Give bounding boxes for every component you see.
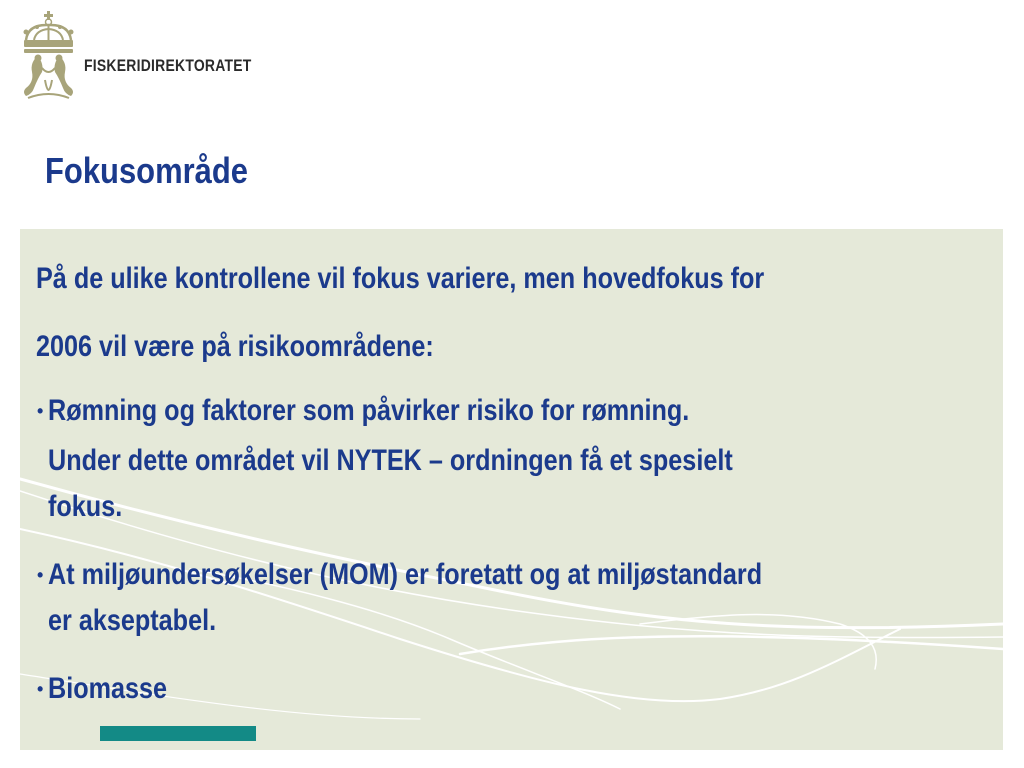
bullet-dot-icon: • bbox=[37, 565, 44, 585]
bullet-dot-icon: • bbox=[37, 679, 44, 699]
bullet-line: Rømning og faktorer som påvirker risiko for rømning. bbox=[48, 394, 690, 427]
bullet-line: At miljøundersøkelser (MOM) er foretatt og at miljøstandard bbox=[48, 558, 763, 591]
bullet-line: fokus. bbox=[48, 490, 123, 523]
organization-name: FISKERIDIREKTORATET bbox=[84, 56, 252, 75]
accent-bar bbox=[100, 726, 256, 741]
content-panel bbox=[20, 229, 1003, 750]
bullet-line: er akseptabel. bbox=[48, 604, 217, 637]
slide-body bbox=[20, 229, 1003, 750]
intro-line: På de ulike kontrollene vil fokus variere, men hovedfokus for bbox=[36, 262, 765, 295]
bullet-line: Biomasse bbox=[48, 672, 168, 705]
bullet-dot-icon: • bbox=[37, 401, 44, 421]
intro-line: 2006 vil være på risikoområdene: bbox=[36, 330, 434, 363]
bullet-line: Under dette området vil NYTEK – ordningen få et spesielt bbox=[48, 444, 733, 477]
crown-logo-icon bbox=[18, 10, 80, 102]
slide-title: Fokusområde bbox=[45, 150, 249, 191]
